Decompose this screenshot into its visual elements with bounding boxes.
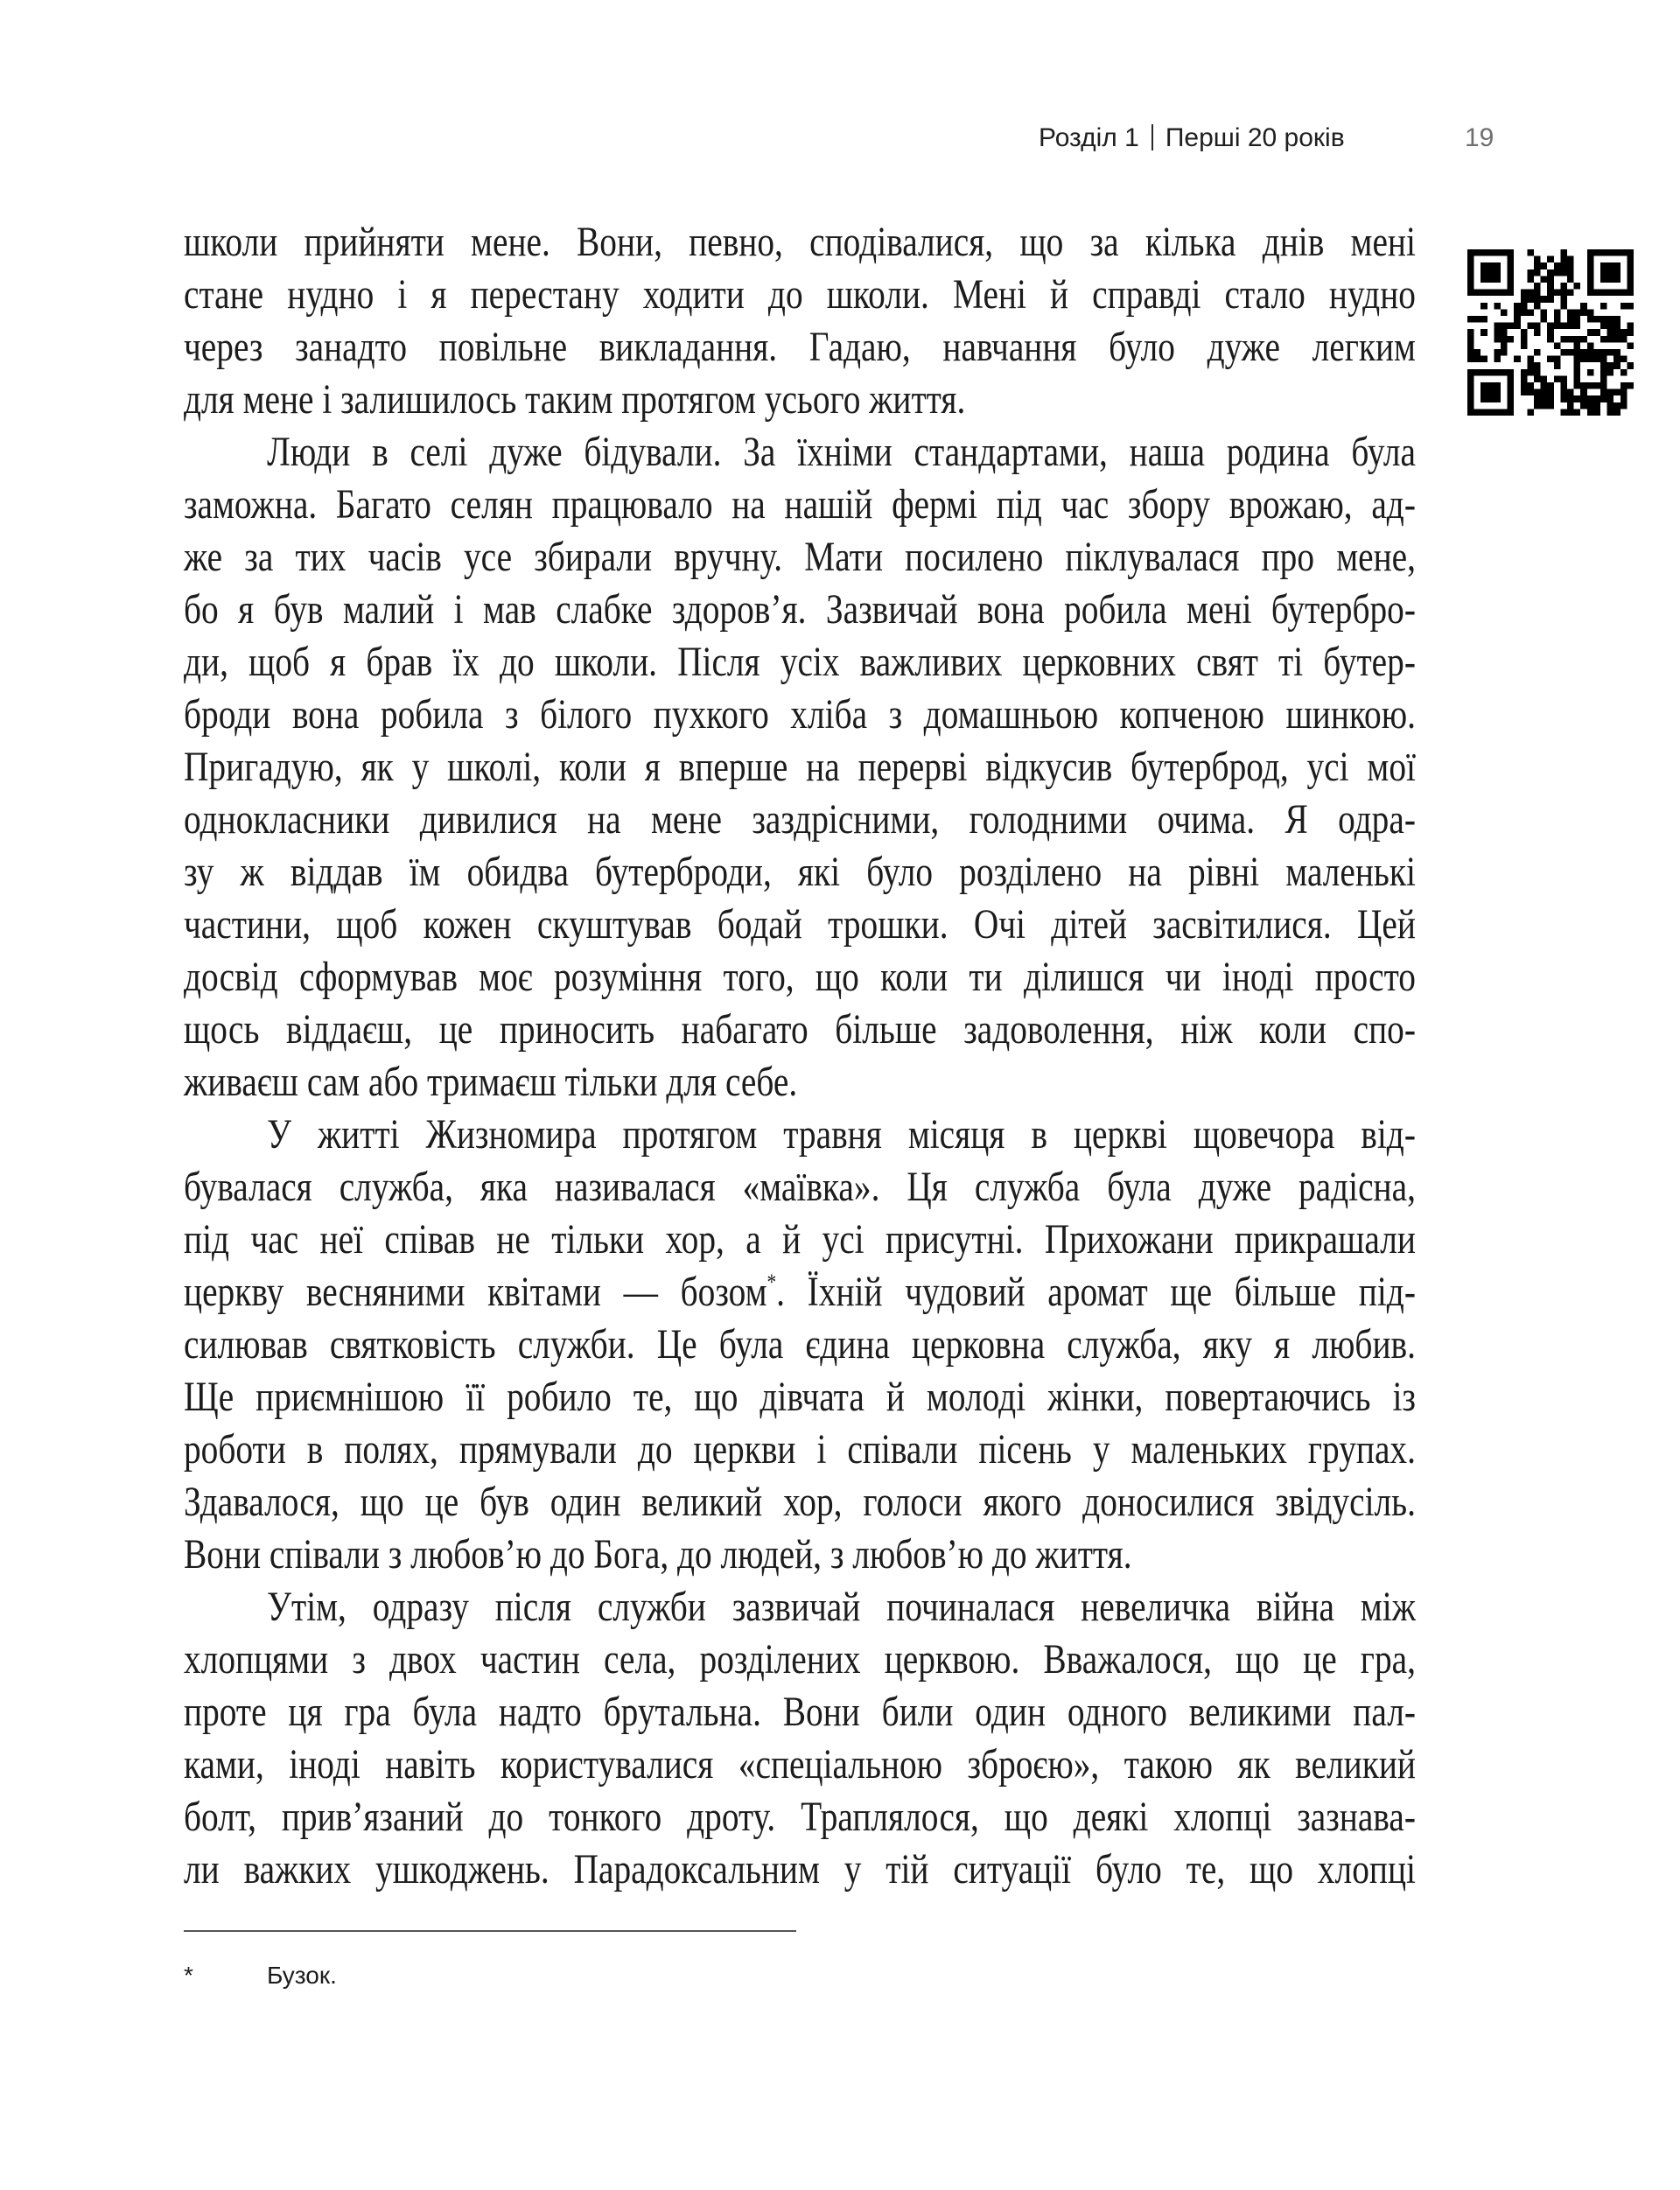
text-line: ками, іноді навіть користувалися «спеціальною зброєю», такою як великий xyxy=(184,1741,1416,1788)
paragraph xyxy=(184,426,1416,1109)
text-line: під час неї співав не тільки хор, а й усі присутні. Прихожани прикрашали xyxy=(184,1216,1416,1263)
text-line: Здавалося, що це був один великий хор, голоси якого доносилися звідусіль. xyxy=(184,1479,1416,1525)
text-line: силював святковість служби. Це була єдина церковна служба, яку я любив. xyxy=(184,1321,1416,1368)
paragraph xyxy=(184,1109,1416,1581)
text-line: же за тих часів усе збирали вручну. Мати посилено піклувалася про мене, xyxy=(184,534,1416,580)
text-line: Ще приємнішою її робило те, що дівчата й молоді жінки, повертаючись із xyxy=(184,1374,1416,1420)
text-line: проте ця гра була надто брутальна. Вони били один одного великими пал- xyxy=(184,1689,1416,1735)
body-text xyxy=(184,216,1416,1896)
footnote-reference[interactable]: * xyxy=(766,1270,777,1295)
footnote xyxy=(184,1960,1416,1991)
text-line: болт, прив’язаний до тонкого дроту. Траплялося, що деякі хлопці зазнава- xyxy=(184,1794,1416,1840)
text-line: Вони співали з любов’ю до Бога, до людей, з любов’ю до життя. xyxy=(184,1531,1132,1578)
qr-code-icon xyxy=(1467,249,1634,416)
text-line-with-footnote-ref xyxy=(184,1266,1416,1319)
text-line: Люди в селі дуже бідували. За їхніми стандартами, наша родина була xyxy=(267,429,1416,475)
text-line: Утім, одразу після служби зазвичай починалася невеличка війна між xyxy=(267,1584,1416,1630)
page-number: 19 xyxy=(1465,123,1494,152)
footnote-text: Бузок. xyxy=(267,1962,337,1989)
text-line: через занадто повільне викладання. Гадаю, навчання було дуже легким xyxy=(184,324,1416,370)
text-line: досвід сформував моє розуміння того, що коли ти ділишся чи іноді просто xyxy=(184,954,1416,1000)
text-line: стане нудно і я перестану ходити до школи. Мені й справді стало нудно xyxy=(184,271,1416,318)
text-line: живаєш сам або тримаєш тільки для себе. xyxy=(184,1059,798,1105)
text-line: ли важких ушкоджень. Парадоксальним у тій ситуації було те, що хлопці xyxy=(184,1846,1416,1893)
chapter-label: Розділ 1 xyxy=(1039,123,1139,152)
text-line: щось віддаєш, це приносить набагато більше задоволення, ніж коли спо- xyxy=(184,1006,1416,1053)
footnote-divider xyxy=(184,1930,796,1932)
text-line: бувалася служба, яка називалася «маївка». Ця служба була дуже радісна, xyxy=(184,1164,1416,1210)
text-segment: . Їхній чудовий аромат ще більше під- xyxy=(776,1269,1416,1315)
footnote-marker: * xyxy=(184,1962,193,1989)
header-divider xyxy=(1152,124,1153,150)
text-line: хлопцями з двох частин села, розділених церквою. Вважалося, що це гра, xyxy=(184,1636,1416,1683)
text-segment: церкву весняними квітами — бозом xyxy=(184,1269,767,1315)
text-line: броди вона робила з білого пухкого хліба з домашньою копченою шинкою. xyxy=(184,691,1416,738)
paragraph xyxy=(184,1581,1416,1896)
text-line: однокласники дивилися на мене заздрісними, голодними очима. Я одра- xyxy=(184,796,1416,843)
running-header xyxy=(1039,121,1345,156)
text-line: Пригадую, як у школі, коли я вперше на перерві відкусив бутерброд, усі мої xyxy=(184,744,1416,790)
text-line: для мене і залишилось таким протягом усього життя. xyxy=(184,376,966,423)
text-line: У житті Жизномира протягом травня місяця в церкві щовечора від- xyxy=(267,1111,1416,1158)
text-line: бо я був малий і мав слабке здоров’я. Зазвичай вона робила мені бутербро- xyxy=(184,586,1416,633)
text-line: заможна. Багато селян працювало на нашій фермі під час збору врожаю, ад- xyxy=(184,481,1416,528)
text-line: ди, щоб я брав їх до школи. Після усіх важливих церковних свят ті бутер- xyxy=(184,639,1416,685)
text-line: частини, щоб кожен скуштував бодай трошки. Очі дітей засвітилися. Цей xyxy=(184,901,1416,948)
text-line: школи прийняти мене. Вони, певно, сподівалися, що за кілька днів мені xyxy=(184,219,1416,265)
chapter-title: Перші 20 років xyxy=(1165,123,1345,152)
paragraph xyxy=(184,216,1416,426)
text-line: роботи в полях, прямували до церкви і співали пісень у маленьких групах. xyxy=(184,1426,1416,1473)
text-line: зу ж віддав їм обидва бутерброди, які було розділено на рівні маленькі xyxy=(184,849,1416,895)
